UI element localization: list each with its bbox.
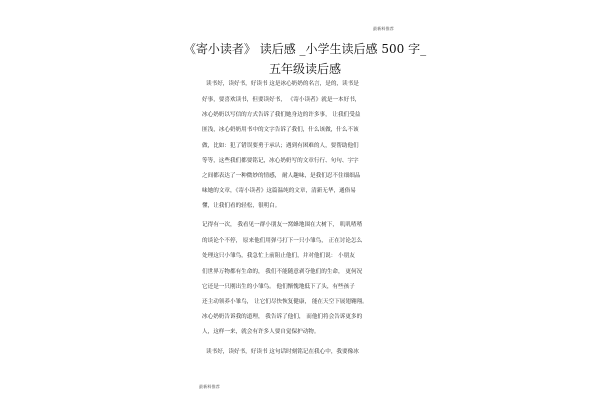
paragraph-line: 人，这样一来，就会有许多人要自觉保护动物。 — [202, 329, 320, 335]
paragraph-line: 还主动领养小雏鸟， 让它们尽快恢复健康， 能在天空下展翅翱翔。 — [202, 299, 368, 305]
paragraph-line: 的谈论个不停， 原来他们用弹弓打下一只小雏鸟， 正在讨论怎么 — [202, 238, 363, 244]
document-title-line-1: 《寄小读者》 读后感 _小学生读后感 500 字_ — [183, 42, 427, 56]
paragraph-line: 处理这只小雏鸟，我急忙上前阻止他们，并对他们说： 小朋友 — [202, 253, 355, 259]
page-header-tag: 最新料推荐 — [373, 26, 394, 31]
paragraph-line: 做，比如：犯了错误要勇于承认；遇到有困难的人，要帮助他们 — [202, 143, 359, 149]
paragraph-line: 好事，要喜欢读书，但要读好书， 《寄小读者》就是一本好书， — [202, 97, 361, 103]
paragraph-line: 懂，让我们看的轻松，很明白。 — [202, 203, 281, 209]
paragraph-line: 匪浅，冰心奶奶用书中的文字告诉了我们，什么该做，什么不该 — [202, 127, 359, 133]
paragraph-line: 之间都表达了一种微妙的情感， 耐人趣味，是我们忍不住细细品 — [202, 173, 361, 179]
paragraph-line: 它还是一只刚出生的小雏鸟。 他们惭愧地低下了头，有些孩子 — [202, 284, 355, 290]
paragraph-line: 读书好，读好书，好读书 这句话时刻铭记在我心中，我要像冰 — [206, 349, 359, 355]
document-title-line-2: 五年级读后感 — [268, 62, 341, 76]
paragraph-line: 冰心奶奶告诉我的道理， 我告诉了他们， 而他们将会告诉更多的 — [202, 314, 363, 320]
paragraph-line: 们世界万物都有生命的， 我们不能随意剥夺他们的生命， 更何况 — [202, 269, 363, 275]
paragraph-line: 记得有一次， 我看见一群小朋友一窝蜂地围在大树下， 叽叽喳喳 — [202, 222, 363, 228]
paragraph-line: 等等，这些我们都要铭记，冰心奶奶写的文章行行、句句、字字 — [202, 158, 359, 164]
page-footer-tag: 最新料推荐 — [199, 384, 220, 389]
paragraph-line: 味她的文章，《寄小读者》这篇温纯的文章，清新无华，通俗易 — [202, 188, 356, 194]
paragraph-line: 冰心奶奶以写信的方式告诉了我们她身边的许多事， 让我们受益 — [202, 112, 361, 118]
paragraph-line: 读书好，读好书，好读书 这是冰心奶奶的名言，是的，读书是 — [206, 81, 359, 87]
